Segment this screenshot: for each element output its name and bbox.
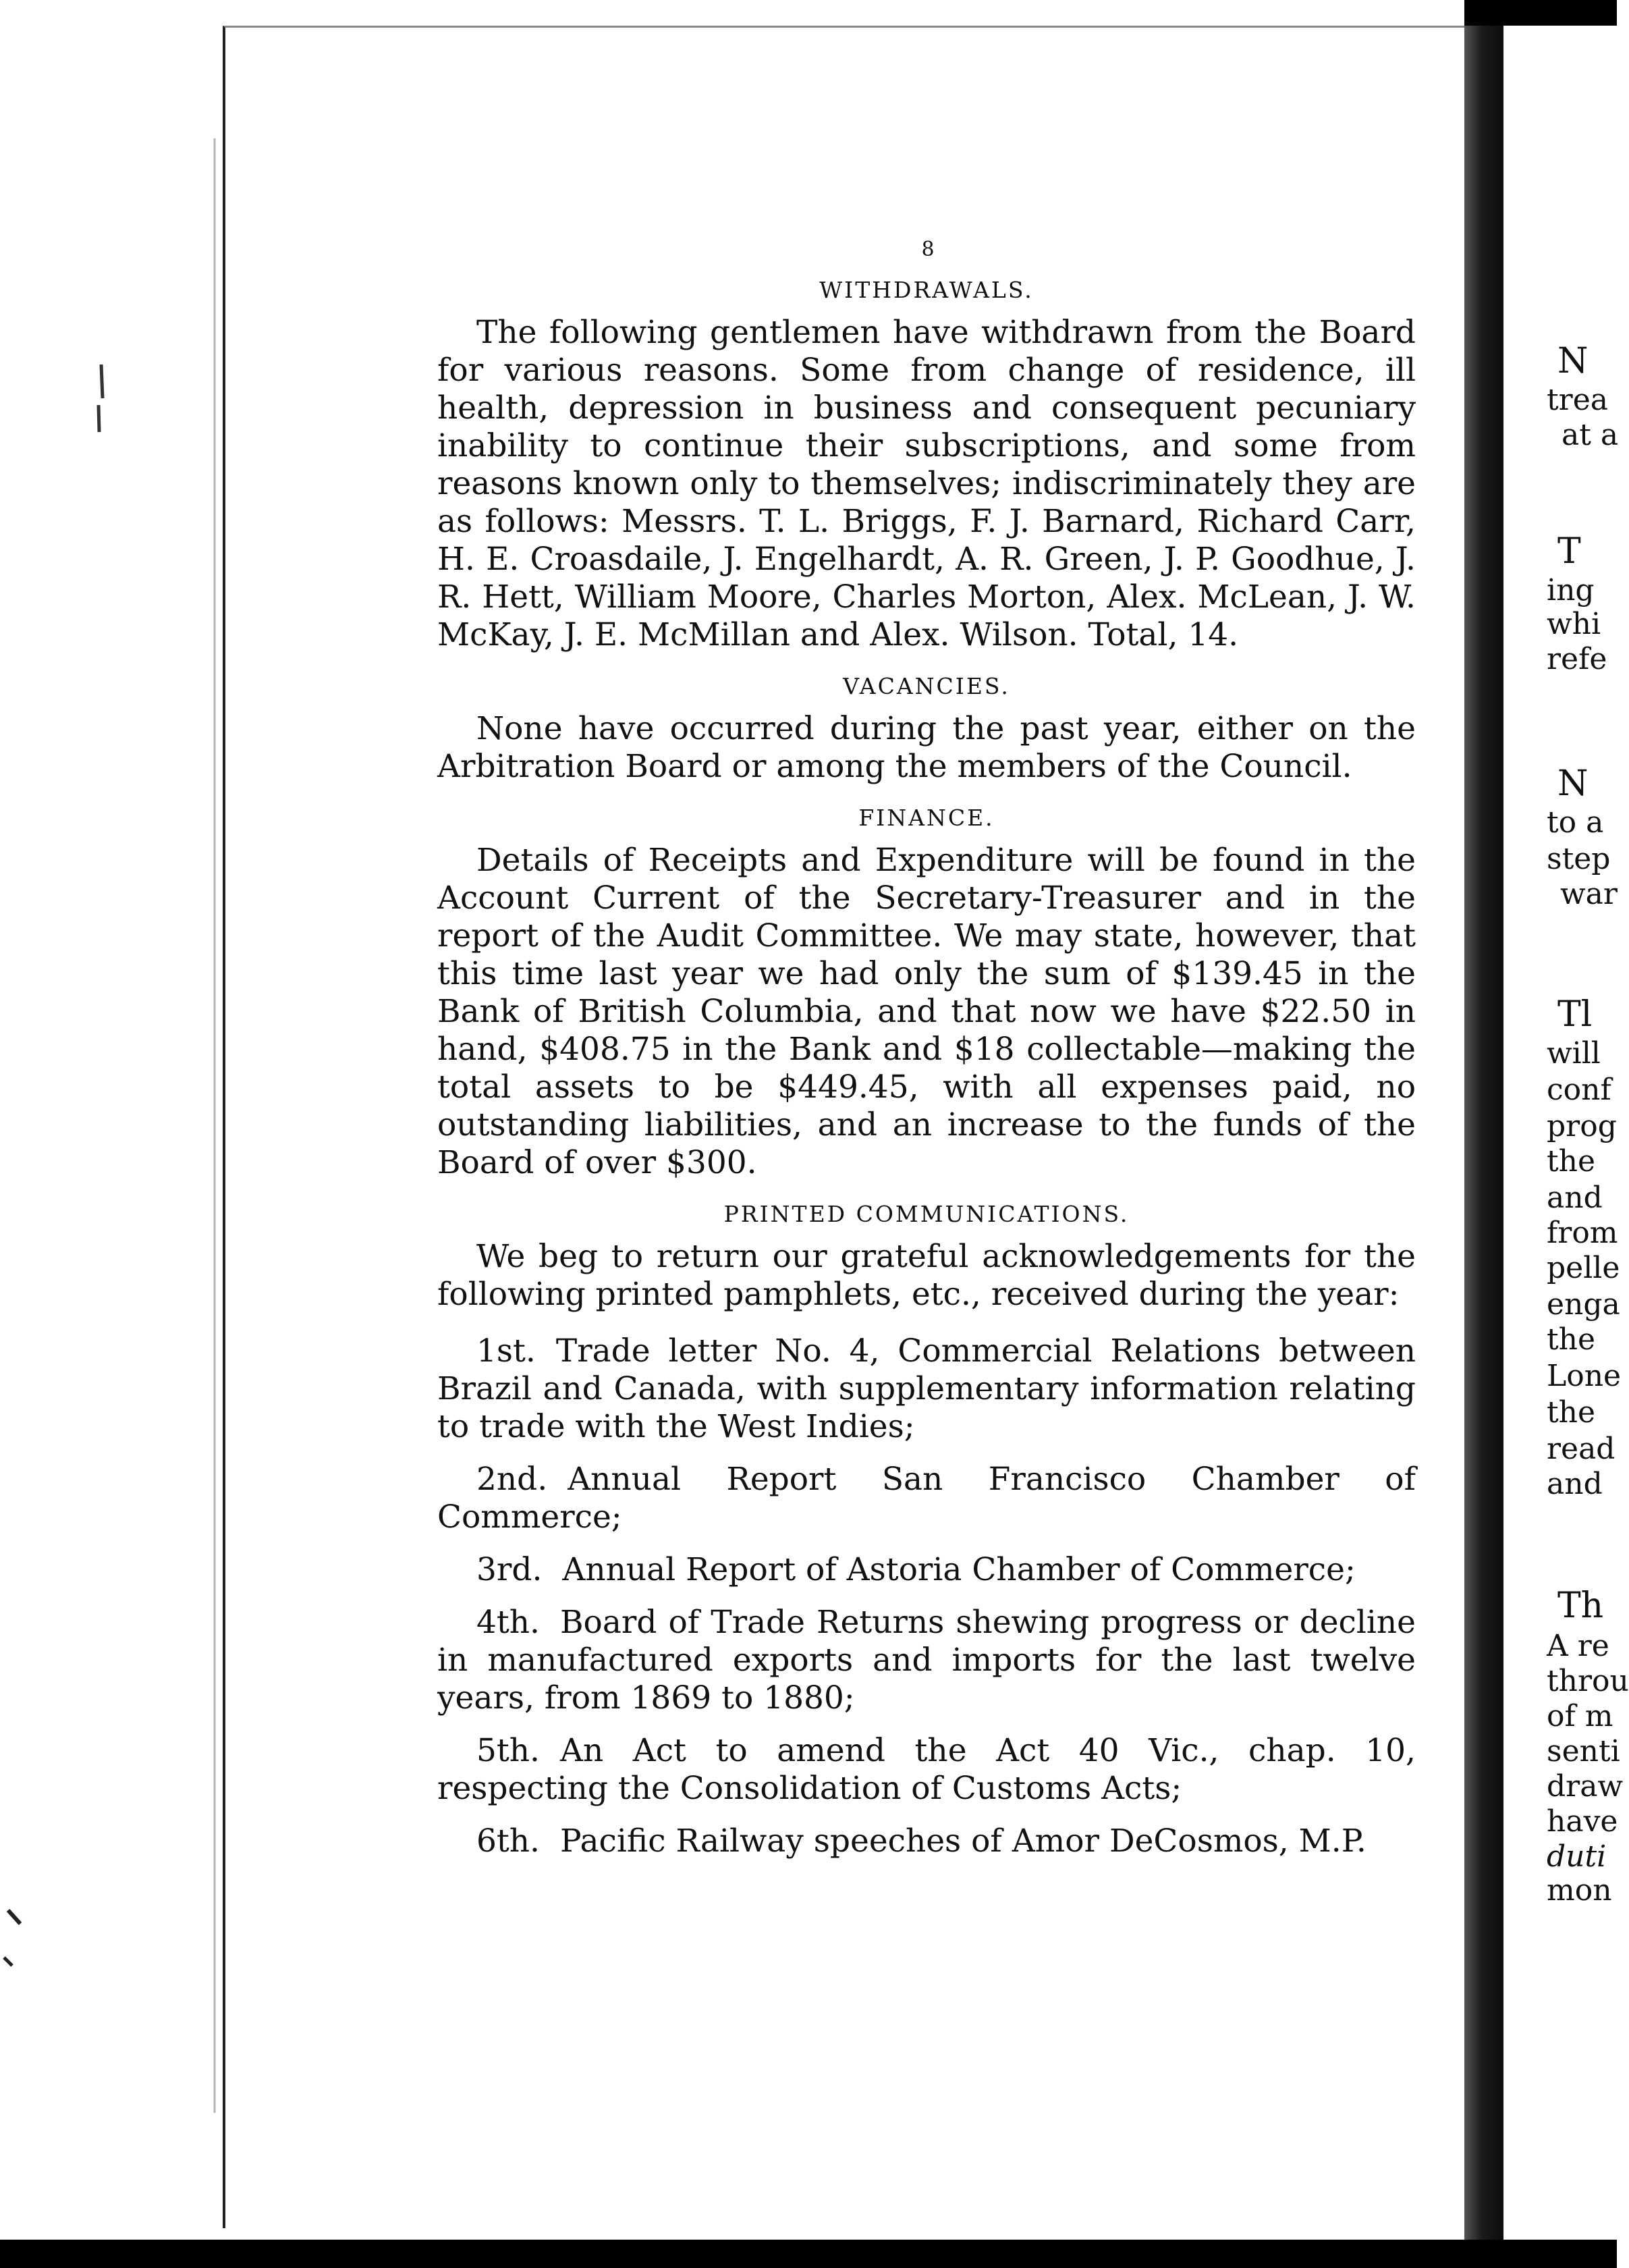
facing-page	[1503, 26, 1629, 2246]
facing-line: A re	[1547, 1629, 1609, 1663]
scan-border-top	[1464, 0, 1617, 27]
pamphlet-list	[437, 1332, 1416, 1860]
facing-line: draw	[1547, 1769, 1624, 1804]
facing-line: mon	[1547, 1873, 1612, 1908]
facing-line: read	[1547, 1432, 1616, 1466]
facing-line: of m	[1547, 1699, 1613, 1733]
item-number: 1st.	[476, 1332, 536, 1370]
facing-line: refe	[1547, 642, 1607, 676]
item-text: Pacific Railway speeches of Amor DeCosmos, M.P.	[560, 1823, 1366, 1860]
item-number: 4th.	[476, 1604, 540, 1641]
book-spine	[1464, 26, 1503, 2246]
item-text: Annual Report San Francisco Chamber of Commerce;	[437, 1461, 1416, 1536]
facing-line: the	[1547, 1144, 1596, 1179]
facing-line: ing	[1547, 573, 1595, 608]
facing-line: pelle	[1547, 1251, 1620, 1285]
finance-heading: FINANCE.	[858, 805, 995, 831]
list-item	[437, 1823, 1416, 1860]
facing-line: N	[1557, 763, 1589, 804]
item-number: 2nd.	[476, 1461, 548, 1498]
facing-line: war	[1560, 877, 1618, 911]
scan-border-bottom	[0, 2240, 1617, 2268]
list-item	[437, 1332, 1416, 1446]
item-number: 6th.	[476, 1823, 540, 1860]
facing-line: the	[1547, 1322, 1596, 1357]
finance-paragraph: Details of Receipts and Expenditure will be found in the Account Current of the Secretary-Treasurer and in the report of the Audit Committee. We may state, however, that this time last year we had only the sum of $139.45 in the Bank of British Columbia, and that now we have $22.50 in hand, $408.75 in the Bank and $18 collectable—making the total assets to be $449.45, with all expenses paid, no outstanding liabilities, and an increase to the funds of the Board of over $300.	[437, 842, 1416, 1181]
facing-line: from	[1547, 1216, 1618, 1250]
item-number: 3rd.	[476, 1551, 543, 1588]
facing-line: to a	[1547, 805, 1604, 840]
list-item	[437, 1604, 1416, 1717]
facing-line: will	[1547, 1036, 1601, 1071]
list-item	[437, 1461, 1416, 1536]
vacancies-paragraph: None have occurred during the past year, either on the Arbitration Board or among the members of the Council.	[437, 710, 1416, 785]
list-item	[437, 1551, 1416, 1589]
facing-line: N	[1557, 341, 1589, 381]
item-text: Annual Report of Astoria Chamber of Commerce;	[562, 1551, 1356, 1588]
facing-line: senti	[1547, 1734, 1620, 1769]
facing-line: enga	[1547, 1287, 1620, 1322]
facing-line: step	[1547, 842, 1611, 876]
facing-line: duti	[1547, 1839, 1607, 1874]
facing-line: Tl	[1557, 994, 1593, 1035]
item-number: 5th.	[476, 1732, 540, 1769]
facing-line: and	[1547, 1467, 1603, 1501]
facing-line: prog	[1547, 1109, 1617, 1143]
facing-line: at a	[1562, 418, 1619, 452]
withdrawals-heading: WITHDRAWALS.	[819, 277, 1034, 303]
item-text: Trade letter No. 4, Commercial Relations between Brazil and Canada, with supplementary information relating to trade with the West Indies;	[437, 1332, 1416, 1445]
printed-communications-intro: We beg to return our grateful acknowledgements for the following printed pamphlets, etc., received during the year:	[437, 1238, 1416, 1313]
facing-line: Lone	[1547, 1359, 1622, 1393]
printed-communications-heading: PRINTED COMMUNICATIONS.	[723, 1201, 1130, 1227]
facing-line: throu	[1547, 1664, 1629, 1698]
item-text: An Act to amend the Act 40 Vic., chap. 10, respecting the Consolidation of Customs Acts;	[437, 1732, 1416, 1807]
page-content	[437, 277, 1416, 1875]
facing-line: Th	[1557, 1586, 1604, 1626]
vacancies-heading: VACANCIES.	[843, 673, 1010, 699]
facing-line: conf	[1547, 1073, 1611, 1107]
facing-line: whi	[1547, 607, 1601, 641]
page-number: 8	[921, 238, 935, 261]
facing-line: T	[1557, 531, 1581, 572]
facing-line: the	[1547, 1395, 1596, 1430]
facing-line: trea	[1547, 383, 1608, 417]
withdrawals-paragraph: The following gentlemen have withdrawn from the Board for various reasons. Some from change of residence, ill health, depression in business and consequent pecuniary inability to continue their subscriptions, and some from reasons known only to themselves; indiscriminately they are as follows: Messrs. T. L. Briggs, F. J. Barnard, Richard Carr, H. E. Croasdaile, J. Engelhardt, A. R. Green, J. P. Goodhue, J. R. Hett, William Moore, Charles Morton, Alex. McLean, J. W. McKay, J. E. McMillan and Alex. Wilson. Total, 14.	[437, 314, 1416, 653]
facing-line: and	[1547, 1181, 1603, 1215]
list-item	[437, 1732, 1416, 1808]
facing-line: have	[1547, 1804, 1618, 1839]
item-text: Board of Trade Returns shewing progress or decline in manufactured exports and imports for the last twelve years, from 1869 to 1880;	[437, 1604, 1416, 1717]
